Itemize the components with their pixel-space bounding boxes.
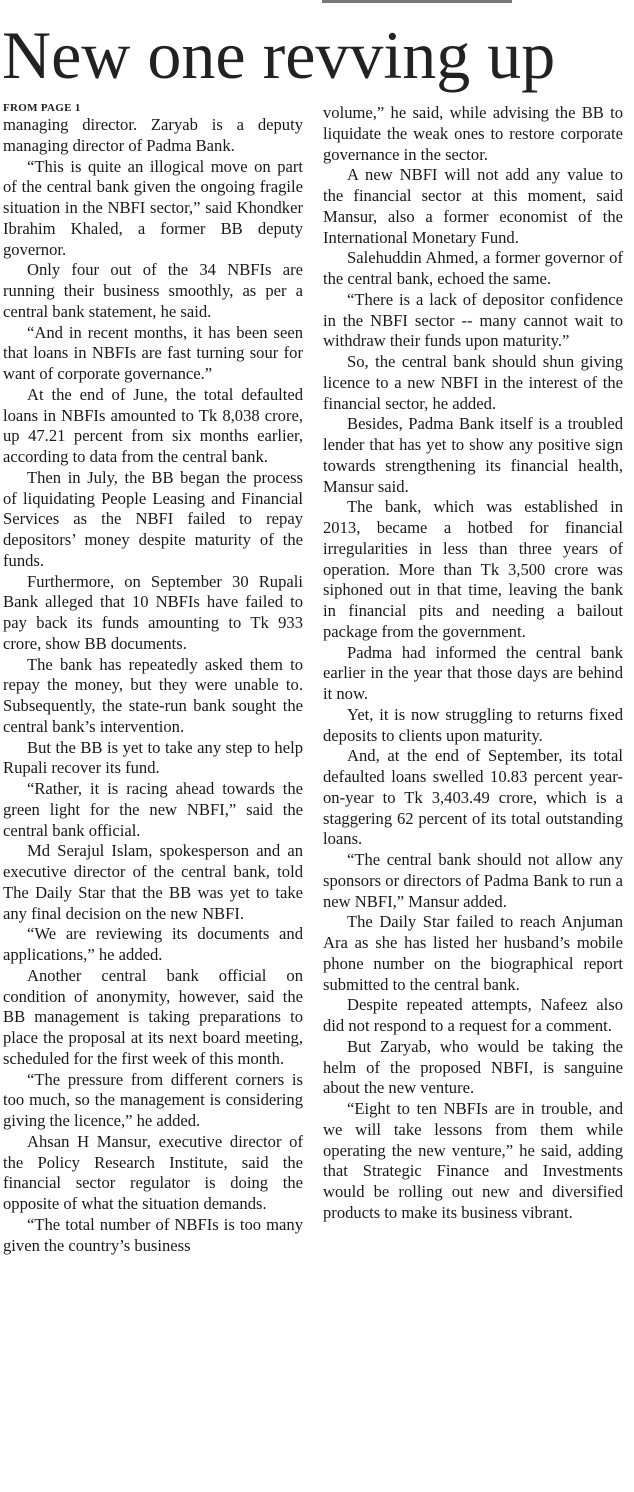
paragraph: “We are reviewing its documents and applications,” he added. bbox=[3, 924, 303, 964]
paragraph: At the end of June, the total defaulted loans in NBFIs amounted to Tk 8,038 crore, up 47.21 percent from six months earlier, according to data from the central bank. bbox=[3, 384, 303, 466]
paragraph: A new NBFI will not add any value to the financial sector at this moment, said Mansur, also a former economist of the International Monetary Fund. bbox=[323, 165, 623, 247]
paragraph: “This is quite an illogical move on part of the central bank given the ongoing fragile situation in the NBFI sector,” said Khondker Ibrahim Khaled, a former BB deputy governor. bbox=[3, 156, 303, 259]
paragraph: But Zaryab, who would be taking the helm of the proposed NBFI, is sanguine about the new venture. bbox=[323, 1036, 623, 1098]
paragraph: volume,” he said, while advising the BB to liquidate the weak ones to restore corporate governance in the sector. bbox=[323, 103, 623, 164]
paragraph: “Rather, it is racing ahead towards the green light for the new NBFI,” said the central bank official. bbox=[3, 779, 303, 840]
paragraph: Despite repeated attempts, Nafeez also did not respond to a request for a comment. bbox=[323, 995, 623, 1035]
paragraph: “And in recent months, it has been seen that loans in NBFIs are fast turning sour for want of corporate governance.” bbox=[3, 322, 303, 383]
top-rule bbox=[322, 0, 512, 3]
paragraph: And, at the end of September, its total defaulted loans swelled 10.83 percent year-on-year to Tk 3,403.49 crore, which is a staggering 62 percent of its total outstanding loans. bbox=[323, 746, 623, 849]
paragraph: Furthermore, on September 30 Rupali Bank alleged that 10 NBFIs have failed to pay back its funds amounting to Tk 933 crore, show BB documents. bbox=[3, 571, 303, 653]
paragraph: Only four out of the 34 NBFIs are running their business smoothly, as per a central bank statement, he said. bbox=[3, 260, 303, 321]
right-column bbox=[323, 103, 623, 1224]
paragraph: “Eight to ten NBFIs are in trouble, and we will take lessons from them while operating the new venture,” he said, adding that Strategic Finance and Investments would be rolling out new and diversified products to make its business vibrant. bbox=[323, 1099, 623, 1222]
paragraph: Yet, it is now struggling to returns fixed deposits to clients upon maturity. bbox=[323, 704, 623, 745]
paragraph: The bank has repeatedly asked them to repay the money, but they were unable to. Subsequently, the state-run bank sought the central bank’s intervention. bbox=[3, 654, 303, 736]
paragraph: But the BB is yet to take any step to help Rupali recover its fund. bbox=[3, 737, 303, 778]
left-column bbox=[3, 101, 303, 1256]
paragraph: Md Serajul Islam, spokesperson and an executive director of the central bank, told The Daily Star that the BB was yet to take any final decision on the new NBFI. bbox=[3, 841, 303, 923]
jump-label: FROM PAGE 1 bbox=[3, 102, 81, 114]
headline: New one revving up bbox=[2, 17, 556, 93]
paragraph: So, the central bank should shun giving licence to a new NBFI in the interest of the financial sector, he added. bbox=[323, 352, 623, 413]
paragraph: Ahsan H Mansur, executive director of the Policy Research Institute, said the financial sector regulator is doing the opposite of what the situation demands. bbox=[3, 1131, 303, 1213]
paragraph: The Daily Star failed to reach Anjuman Ara as she has listed her husband’s mobile phone number on the biographical report submitted to the central bank. bbox=[323, 912, 623, 994]
paragraph: Besides, Padma Bank itself is a troubled lender that has yet to show any positive sign towards strengthening its financial health, Mansur said. bbox=[323, 414, 623, 496]
paragraph: “There is a lack of depositor confidence in the NBFI sector -- many cannot wait to withdraw their funds upon maturity.” bbox=[323, 289, 623, 351]
paragraph: Then in July, the BB began the process of liquidating People Leasing and Financial Services as the NBFI failed to repay depositors’ money despite maturity of the funds. bbox=[3, 467, 303, 570]
paragraph: Padma had informed the central bank earlier in the year that those days are behind it now. bbox=[323, 642, 623, 703]
paragraph: The bank, which was established in 2013, became a hotbed for financial irregularities in less than three years of operation. More than Tk 3,500 crore was siphoned out in that time, leaving the bank in financial pits and needing a bailout package from the government. bbox=[323, 497, 623, 641]
paragraph: managing director. Zaryab is a deputy managing director of Padma Bank. bbox=[3, 115, 303, 155]
paragraph: “The total number of NBFIs is too many given the country’s business bbox=[3, 1214, 303, 1255]
paragraph: “The central bank should not allow any sponsors or directors of Padma Bank to run a new NBFI,” Mansur added. bbox=[323, 850, 623, 911]
paragraph: Salehuddin Ahmed, a former governor of the central bank, echoed the same. bbox=[323, 248, 623, 288]
paragraph: Another central bank official on condition of anonymity, however, said the BB management is taking preparations to place the proposal at its next board meeting, scheduled for the first week of this month. bbox=[3, 965, 303, 1068]
paragraph: “The pressure from different corners is too much, so the management is considering giving the licence,” he added. bbox=[3, 1069, 303, 1130]
